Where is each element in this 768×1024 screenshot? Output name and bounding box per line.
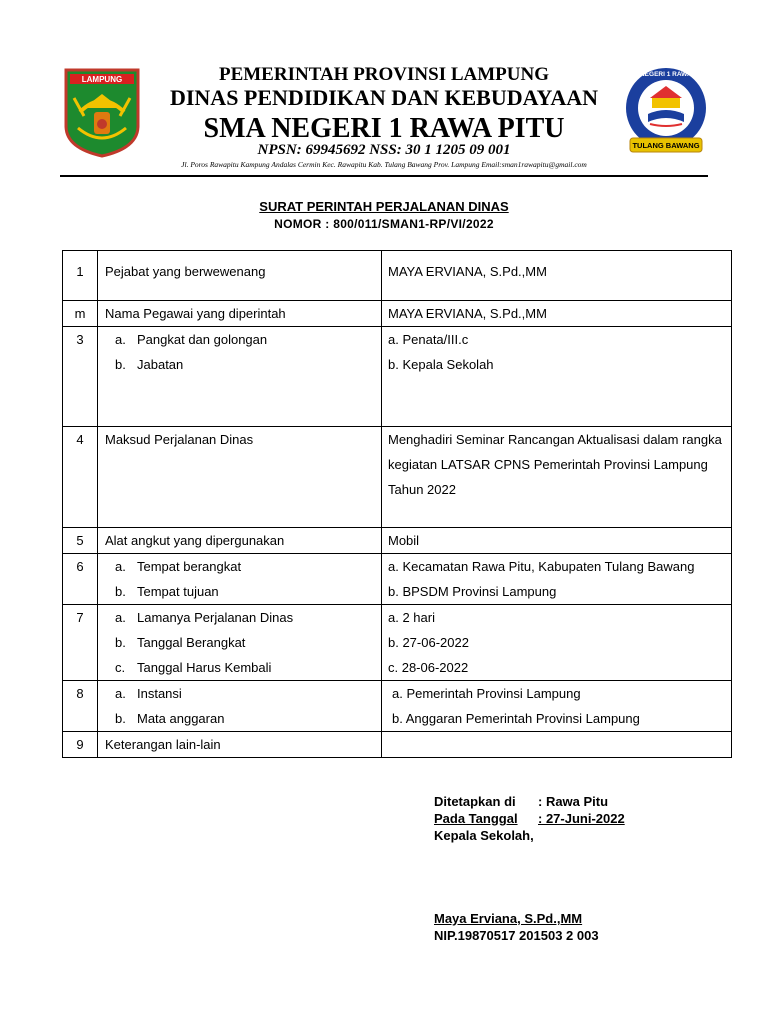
row-number: 7 — [76, 610, 84, 625]
logo-right-banner-text: TULANG BAWANG — [632, 141, 700, 150]
travel-order-table — [62, 250, 732, 758]
sub-item-label: Tanggal Harus Kembali — [137, 660, 272, 675]
signer-nip: NIP.19870517 201503 2 003 — [434, 928, 599, 943]
row-value: MAYA ERVIANA, S.Pd.,MM — [388, 306, 547, 321]
sub-item-label: Mata anggaran — [137, 711, 225, 726]
row-label: Keterangan lain-lain — [105, 737, 221, 752]
table-row — [63, 327, 732, 427]
sub-item-label: Tempat tujuan — [137, 584, 219, 599]
signer-position: Kepala Sekolah, — [434, 828, 534, 843]
table-row — [63, 528, 732, 554]
school-address: Jl. Poros Rawapitu Kampung Andalas Cermin Kec. Rawapitu Kab. Tulang Bawang Prov. Lampung Email:sman1rawapitu@gmail.com — [181, 160, 587, 169]
table-row — [63, 605, 732, 681]
row-number: m — [74, 306, 86, 321]
table-row — [63, 681, 732, 732]
row-value-line: Tahun 2022 — [388, 482, 456, 497]
header-line-2: DINAS PENDIDIKAN DAN KEBUDAYAAN — [169, 85, 599, 110]
sub-item-value: c. 28-06-2022 — [388, 660, 469, 675]
sub-item: b. Tanggal Berangkat — [115, 635, 246, 650]
row-number: 4 — [76, 432, 84, 447]
tanggal-label: Pada Tanggal — [434, 811, 518, 826]
table-row — [63, 301, 732, 327]
sub-item: b. Tempat tujuan — [115, 584, 219, 599]
sub-item-value: a. Penata/III.c — [388, 332, 469, 347]
row-value-line: kegiatan LATSAR CPNS Pemerintah Provinsi Lampung — [388, 457, 708, 472]
header-divider — [60, 175, 708, 177]
sub-item-value: a. 2 hari — [388, 610, 435, 625]
ditetapkan-value: : Rawa Pitu — [538, 794, 609, 809]
sub-item-value: a. Kecamatan Rawa Pitu, Kabupaten Tulang Bawang — [388, 559, 695, 574]
sub-item: a. Pangkat dan golongan — [115, 332, 268, 347]
ditetapkan-label: Ditetapkan di — [434, 794, 516, 809]
row-number: 9 — [76, 737, 84, 752]
row-number: 8 — [76, 686, 84, 701]
table-row — [63, 251, 732, 301]
tanggal-value: : 27-Juni-2022 — [538, 811, 625, 826]
sub-item-label: Pangkat dan golongan — [137, 332, 268, 347]
document-title: SURAT PERINTAH PERJALANAN DINAS — [259, 199, 509, 214]
logo-left-text: LAMPUNG — [81, 75, 123, 84]
sub-item-label: Jabatan — [137, 357, 184, 372]
sub-item: a. Instansi — [115, 686, 182, 701]
row-number: 6 — [76, 559, 84, 574]
table-row — [63, 554, 732, 605]
sub-item-value: b. Kepala Sekolah — [388, 357, 494, 372]
row-value — [388, 732, 731, 757]
sub-item-value: b. 27-06-2022 — [388, 635, 469, 650]
logo-right-ring-text: SMA NEGERI 1 RAWA PITU — [623, 71, 709, 78]
document-number: NOMOR : 800/011/SMAN1-RP/VI/2022 — [274, 217, 494, 231]
row-label: Nama Pegawai yang diperintah — [105, 306, 286, 321]
sub-item: a. Lamanya Perjalanan Dinas — [115, 610, 294, 625]
row-number: 1 — [76, 264, 84, 279]
sub-item: b. Mata anggaran — [115, 711, 225, 726]
sub-item-value: b. BPSDM Provinsi Lampung — [388, 584, 557, 599]
sub-item-value: a. Pemerintah Provinsi Lampung — [392, 686, 581, 701]
sub-item: c. Tanggal Harus Kembali — [115, 660, 272, 675]
row-label: Alat angkut yang dipergunakan — [105, 533, 285, 548]
row-number: 5 — [76, 533, 84, 548]
row-number: 3 — [76, 332, 84, 347]
table-row — [63, 732, 732, 758]
sub-item-label: Tanggal Berangkat — [137, 635, 246, 650]
row-value: MAYA ERVIANA, S.Pd.,MM — [388, 264, 547, 279]
sub-item-value: b. Anggaran Pemerintah Provinsi Lampung — [392, 711, 640, 726]
school-name: SMA NEGERI 1 RAWA PITU — [203, 113, 565, 144]
row-value: Mobil — [388, 533, 420, 548]
table-row — [63, 427, 732, 528]
sub-item-label: Tempat berangkat — [137, 559, 242, 574]
sub-item: a. Tempat berangkat — [115, 559, 242, 574]
header-line-1: PEMERINTAH PROVINSI LAMPUNG — [218, 64, 550, 85]
row-value-line: Menghadiri Seminar Rancangan Aktualisasi dalam rangka — [388, 432, 722, 447]
sub-item-label: Lamanya Perjalanan Dinas — [137, 610, 294, 625]
npsn-line: NPSN: 69945692 NSS: 30 1 1205 09 001 — [257, 142, 511, 158]
sub-item: b. Jabatan — [115, 357, 184, 372]
sub-item-label: Instansi — [137, 686, 182, 701]
row-label: Pejabat yang berwewenang — [105, 264, 266, 279]
signer-name: Maya Erviana, S.Pd.,MM — [434, 911, 583, 926]
row-label: Maksud Perjalanan Dinas — [105, 432, 254, 447]
